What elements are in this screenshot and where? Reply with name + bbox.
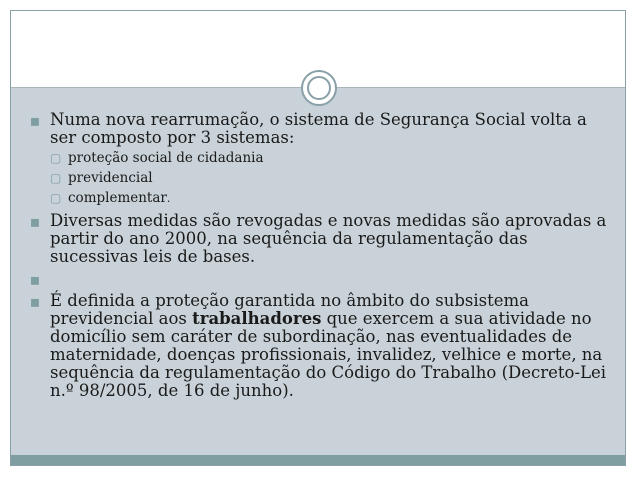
bullet-item-2 (30, 212, 610, 266)
decorative-ring-inner-icon (307, 76, 331, 100)
bottom-bar (11, 455, 625, 465)
sub-marker-icon: ▢ (50, 191, 62, 205)
bullet-list (30, 111, 610, 400)
bullet-marker-icon: ◼ (30, 114, 40, 128)
sub-marker-icon: ▢ (50, 171, 62, 185)
bullet-text: Diversas medidas são revogadas e novas medidas são aprovadas a partir do ano 2000, na sequência da regulamentação das sucessivas leis de bases. (50, 211, 607, 266)
sub-item-text: complementar (68, 190, 167, 206)
bullet-item-3 (30, 270, 610, 288)
sub-item-3 (30, 188, 610, 209)
sub-item-1 (30, 148, 610, 168)
sub-item-text: previdencial (68, 170, 153, 186)
bullet-marker-icon: ◼ (30, 295, 40, 309)
bullet-item-4 (30, 292, 610, 400)
sub-item-suffix: . (166, 192, 171, 205)
bullet-text-bold: trabalhadores (192, 309, 322, 328)
sub-item-2 (30, 168, 610, 188)
sub-marker-icon: ▢ (50, 151, 62, 165)
bullet-text: Numa nova rearrumação, o sistema de Segurança Social volta a ser composto por 3 sistemas: (50, 110, 587, 147)
bullet-marker-icon: ◼ (30, 273, 40, 287)
bullet-marker-icon: ◼ (30, 215, 40, 229)
sub-item-text: proteção social de cidadania (68, 150, 264, 166)
bullet-text-part2: que exercem a sua atividade no domicílio sem caráter de subordinação, nas eventualidades de maternidade, doenças profissionais, invalidez, velhice e morte, na sequência da regulamentação do Código do Trabalho (Decreto-Lei n.º 98/2005, de 16 de junho). (50, 309, 607, 400)
bullet-text-part1: É definida a proteção garantida no âmbito do subsistema previdencial aos (50, 291, 530, 328)
decorative-ring-icon (301, 70, 337, 106)
bullet-item-1 (30, 111, 610, 147)
